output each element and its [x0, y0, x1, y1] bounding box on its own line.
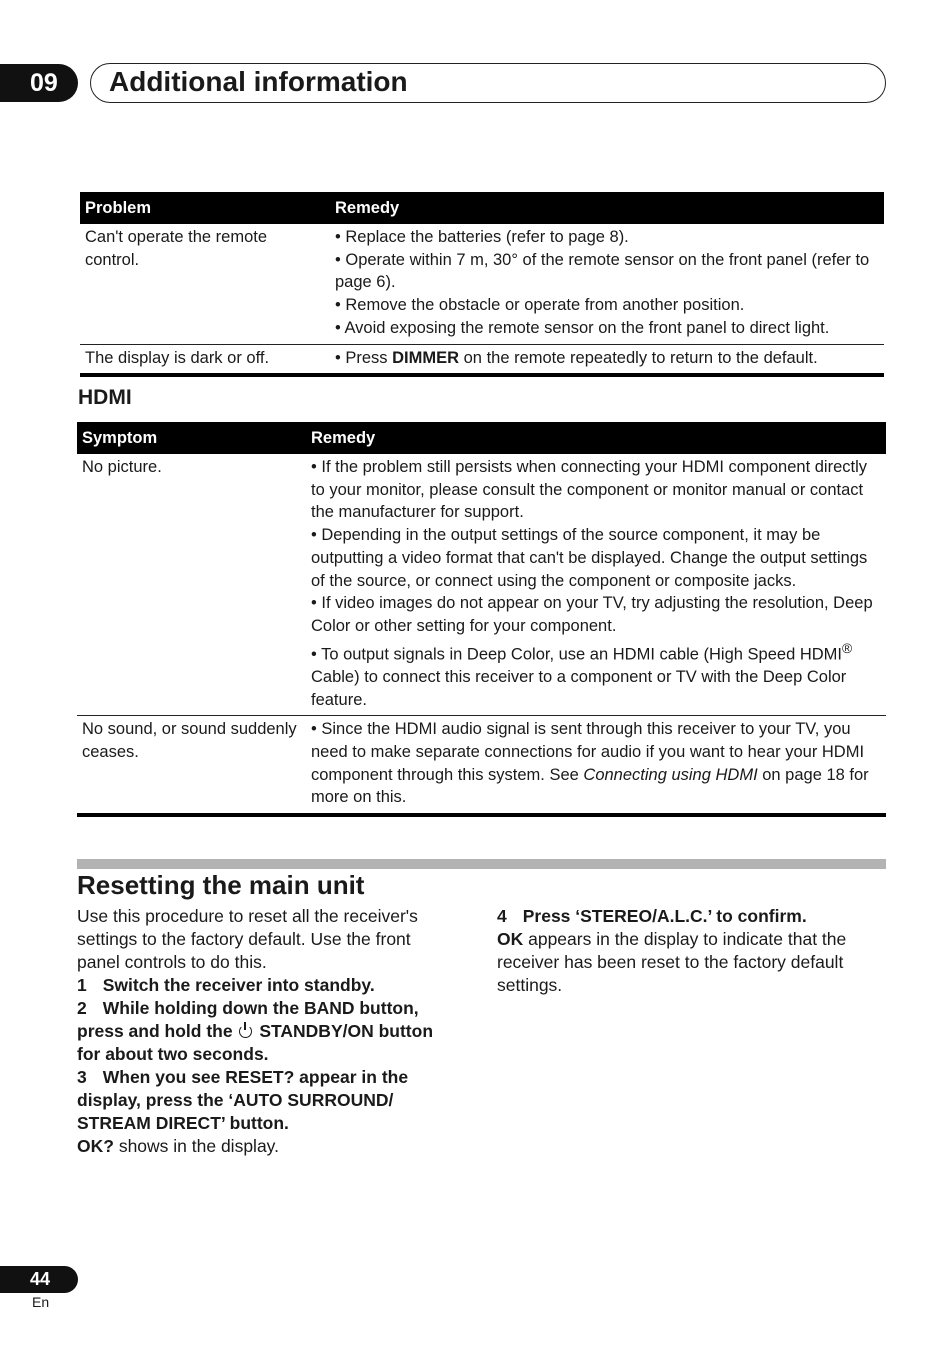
symptom-cell: No picture. — [77, 454, 306, 716]
table-row — [77, 454, 886, 716]
power-icon — [239, 1025, 252, 1038]
hdmi-heading: HDMI — [78, 386, 132, 409]
step-text: When you see RESET? appear in the display, press the ‘AUTO SURROUND/ STREAM DIRECT’ button. — [77, 1067, 409, 1133]
remedy-line: • If video images do not appear on your TV, try adjusting the resolution, Deep Color or other setting for your component. — [311, 594, 873, 635]
step-3-note — [77, 1135, 452, 1158]
remedy-cell — [330, 224, 884, 344]
registered-mark: ® — [842, 640, 853, 656]
column-header-problem: Problem — [80, 192, 330, 224]
troubleshooting-table — [80, 192, 884, 377]
page-number: 44 — [0, 1266, 78, 1293]
step-3 — [77, 1066, 452, 1135]
table-header-row — [77, 422, 886, 454]
page-language: En — [32, 1294, 50, 1310]
step-text: STANDBY/ON button for about two seconds. — [77, 1021, 434, 1064]
step-number: 4 — [497, 906, 507, 926]
remedy-cell — [330, 344, 884, 375]
column-header-remedy: Remedy — [306, 422, 886, 454]
remedy-line: • Remove the obstacle or operate from another position. — [335, 296, 745, 315]
reset-intro: Use this procedure to reset all the receiver's settings to the factory default. Use the front panel controls to do this. — [77, 906, 418, 972]
dimmer-label: DIMMER — [392, 348, 460, 367]
step-number: 1 — [77, 975, 87, 995]
remedy-line: • If the problem still persists when connecting your HDMI component directly to your monitor, please consult the component or monitor manual or contact the manufacturer for support. — [311, 458, 868, 522]
step-4-note — [497, 928, 882, 997]
remedy-text: • Since the HDMI audio signal is sent through this receiver to your TV, you need to make separate connections for audio if you want to hear your HDMI component through this system. See — [311, 720, 865, 784]
remedy-line — [311, 638, 881, 712]
remedy-line: • Replace the batteries (refer to page 8). — [335, 228, 629, 246]
column-header-remedy: Remedy — [330, 192, 884, 224]
step-2 — [77, 997, 452, 1066]
ok-label: OK — [497, 929, 524, 949]
ok-label: OK? — [77, 1136, 114, 1156]
chapter-number-tab: 09 — [0, 64, 78, 102]
problem-cell: The display is dark or off. — [80, 344, 330, 375]
remedy-text: • To output signals in Deep Color, use an HDMI cable (High Speed HDMI — [311, 645, 842, 664]
step-text: While holding down the BAND button, press and hold the — [77, 998, 419, 1041]
step-text: Switch the receiver into standby. — [102, 975, 375, 995]
note-text: appears in the display to indicate that the receiver has been reset to the factory default settings. — [497, 929, 847, 995]
reset-column-left — [77, 905, 452, 1158]
step-number: 3 — [77, 1067, 87, 1087]
table-row — [80, 224, 884, 344]
remedy-text: Cable) to connect this receiver to a component or TV with the Deep Color feature. — [311, 667, 847, 709]
cross-reference: Connecting using HDMI — [583, 765, 758, 784]
symptom-cell: No sound, or sound suddenly ceases. — [77, 716, 306, 815]
column-header-symptom: Symptom — [77, 422, 306, 454]
remedy-text: on page 18 for more on this. — [311, 765, 869, 807]
remedy-text: on the remote repeatedly to return to the default. — [459, 348, 818, 367]
step-1 — [77, 974, 452, 997]
step-number: 2 — [77, 998, 87, 1018]
remedy-cell — [306, 716, 886, 815]
hdmi-table — [77, 422, 886, 817]
problem-cell: Can't operate the remote control. — [80, 224, 330, 344]
step-text: Press ‘STEREO/A.L.C.’ to confirm. — [522, 906, 807, 926]
step-4 — [497, 905, 882, 928]
remedy-cell — [306, 454, 886, 716]
reset-column-right — [497, 905, 882, 997]
section-title: Resetting the main unit — [77, 870, 365, 900]
remedy-line: • Depending in the output settings of the source component, it may be outputting a video format that can't be displayed. Change the output settings of the source, or connect using the component or composite jacks. — [311, 526, 868, 590]
table-row — [80, 344, 884, 375]
remedy-line: • Operate within 7 m, 30° of the remote sensor on the front panel (refer to page 6). — [335, 250, 870, 292]
table-header-row — [80, 192, 884, 224]
section-divider — [77, 859, 886, 869]
remedy-text: • Press — [335, 348, 393, 367]
remedy-line: • Avoid exposing the remote sensor on the front panel to direct light. — [335, 318, 830, 337]
chapter-title: Additional information — [90, 63, 886, 103]
note-text: shows in the display. — [113, 1136, 279, 1156]
table-row — [77, 716, 886, 815]
